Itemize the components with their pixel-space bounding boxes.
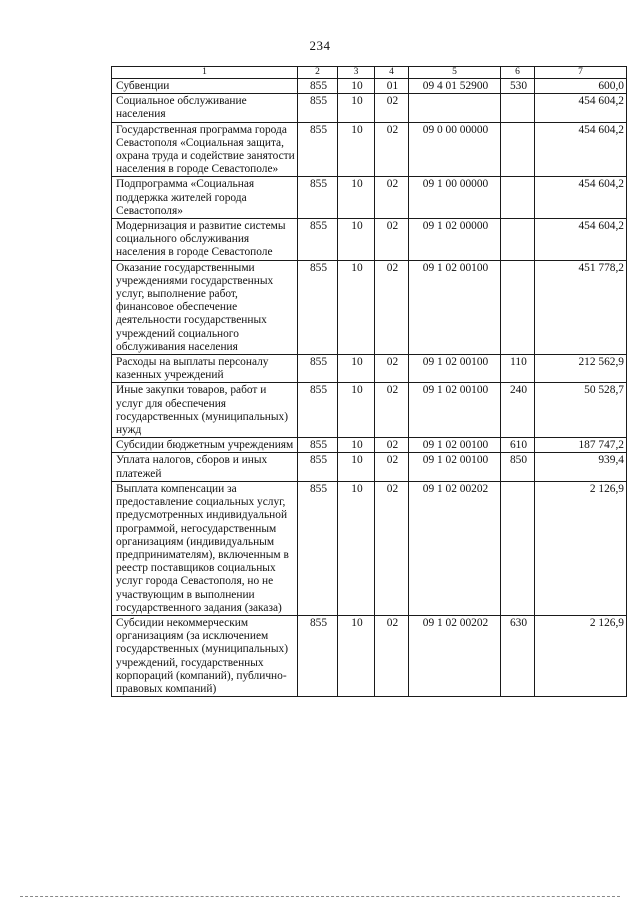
target-article-cell: 09 1 02 00100 [409, 383, 501, 438]
section-code-cell: 10 [338, 453, 375, 481]
expenditure-name-cell: Субсидии бюджетным учреждениям [112, 438, 298, 453]
target-article-cell: 09 1 02 00100 [409, 355, 501, 383]
ministry-code-cell: 855 [298, 438, 338, 453]
expenditure-name-cell: Выплата компенсации за предоставление социальных услуг, предусмотренных индивидуальной программой, негосударственным организациям (индивидуальным предпринимателям), включенным в реестр поставщиков социальных услуг города Севастополя, но не участвующим в выполнении государственного задания (заказа) [112, 481, 298, 615]
expenditure-name-cell: Государственная программа города Севастополя «Социальная защита, охрана труда и содействие занятости населения в городе Севастополе» [112, 122, 298, 177]
expenditure-name-cell: Подпрограмма «Социальная поддержка жителей города Севастополя» [112, 177, 298, 219]
expense-type-cell [501, 94, 535, 122]
table-row [112, 481, 627, 615]
table-row [112, 438, 627, 453]
column-header: 6 [501, 67, 535, 79]
expenditure-name-cell: Субвенции [112, 79, 298, 94]
column-header: 1 [112, 67, 298, 79]
ministry-code-cell: 855 [298, 453, 338, 481]
target-article-cell: 09 1 00 00000 [409, 177, 501, 219]
expenditure-name-cell: Социальное обслуживание населения [112, 94, 298, 122]
target-article-cell [409, 94, 501, 122]
amount-cell: 939,4 [535, 453, 627, 481]
subsection-code-cell: 02 [375, 122, 409, 177]
subsection-code-cell: 02 [375, 383, 409, 438]
amount-cell: 50 528,7 [535, 383, 627, 438]
expense-type-cell [501, 177, 535, 219]
ministry-code-cell: 855 [298, 260, 338, 354]
subsection-code-cell: 02 [375, 355, 409, 383]
section-code-cell: 10 [338, 438, 375, 453]
ministry-code-cell: 855 [298, 94, 338, 122]
target-article-cell: 09 1 02 00202 [409, 615, 501, 696]
target-article-cell: 09 1 02 00100 [409, 453, 501, 481]
amount-cell: 2 126,9 [535, 615, 627, 696]
target-article-cell: 09 4 01 52900 [409, 79, 501, 94]
expense-type-cell [501, 219, 535, 261]
scan-edge-line [20, 896, 620, 897]
expense-type-cell: 110 [501, 355, 535, 383]
amount-cell: 454 604,2 [535, 177, 627, 219]
expenditure-name-cell: Расходы на выплаты персоналу казенных учреждений [112, 355, 298, 383]
subsection-code-cell: 02 [375, 438, 409, 453]
column-header: 4 [375, 67, 409, 79]
column-header: 7 [535, 67, 627, 79]
section-code-cell: 10 [338, 383, 375, 438]
amount-cell: 451 778,2 [535, 260, 627, 354]
page-number: 234 [309, 38, 331, 53]
target-article-cell: 09 1 02 00202 [409, 481, 501, 615]
table-row [112, 219, 627, 261]
target-article-cell: 09 1 02 00100 [409, 438, 501, 453]
expense-type-cell: 610 [501, 438, 535, 453]
ministry-code-cell: 855 [298, 383, 338, 438]
table-row [112, 615, 627, 696]
budget-table [111, 66, 627, 697]
section-code-cell: 10 [338, 94, 375, 122]
table-row [112, 122, 627, 177]
amount-cell: 187 747,2 [535, 438, 627, 453]
expenditure-name-cell: Модернизация и развитие системы социального обслуживания населения в городе Севастополе [112, 219, 298, 261]
amount-cell: 454 604,2 [535, 122, 627, 177]
subsection-code-cell: 02 [375, 453, 409, 481]
expenditure-name-cell: Субсидии некоммерческим организациям (за исключением государственных (муниципальных) учреждений, государственных корпораций (компаний), публично-правовых компаний) [112, 615, 298, 696]
target-article-cell: 09 0 00 00000 [409, 122, 501, 177]
ministry-code-cell: 855 [298, 79, 338, 94]
subsection-code-cell: 01 [375, 79, 409, 94]
section-code-cell: 10 [338, 177, 375, 219]
table-row [112, 453, 627, 481]
expense-type-cell [501, 260, 535, 354]
ministry-code-cell: 855 [298, 219, 338, 261]
ministry-code-cell: 855 [298, 177, 338, 219]
table-row [112, 383, 627, 438]
amount-cell: 600,0 [535, 79, 627, 94]
amount-cell: 454 604,2 [535, 219, 627, 261]
expense-type-cell: 630 [501, 615, 535, 696]
section-code-cell: 10 [338, 219, 375, 261]
subsection-code-cell: 02 [375, 481, 409, 615]
column-header: 3 [338, 67, 375, 79]
budget-table-body [112, 67, 627, 697]
section-code-cell: 10 [338, 615, 375, 696]
expense-type-cell [501, 481, 535, 615]
expense-type-cell [501, 122, 535, 177]
table-row [112, 260, 627, 354]
ministry-code-cell: 855 [298, 122, 338, 177]
subsection-code-cell: 02 [375, 260, 409, 354]
subsection-code-cell: 02 [375, 94, 409, 122]
section-code-cell: 10 [338, 355, 375, 383]
section-code-cell: 10 [338, 122, 375, 177]
ministry-code-cell: 855 [298, 615, 338, 696]
table-header-row [112, 67, 627, 79]
section-code-cell: 10 [338, 260, 375, 354]
ministry-code-cell: 855 [298, 481, 338, 615]
expense-type-cell: 850 [501, 453, 535, 481]
expense-type-cell: 530 [501, 79, 535, 94]
table-row [112, 177, 627, 219]
section-code-cell: 10 [338, 79, 375, 94]
expenditure-name-cell: Оказание государственными учреждениями государственных услуг, выполнение работ, финансовое обеспечение деятельности государственных учреждений социального обслуживания населения [112, 260, 298, 354]
column-header: 2 [298, 67, 338, 79]
subsection-code-cell: 02 [375, 177, 409, 219]
subsection-code-cell: 02 [375, 219, 409, 261]
column-header: 5 [409, 67, 501, 79]
amount-cell: 454 604,2 [535, 94, 627, 122]
amount-cell: 212 562,9 [535, 355, 627, 383]
subsection-code-cell: 02 [375, 615, 409, 696]
expenditure-name-cell: Иные закупки товаров, работ и услуг для обеспечения государственных (муниципальных) нужд [112, 383, 298, 438]
table-row [112, 94, 627, 122]
expense-type-cell: 240 [501, 383, 535, 438]
section-code-cell: 10 [338, 481, 375, 615]
amount-cell: 2 126,9 [535, 481, 627, 615]
expenditure-name-cell: Уплата налогов, сборов и иных платежей [112, 453, 298, 481]
target-article-cell: 09 1 02 00000 [409, 219, 501, 261]
target-article-cell: 09 1 02 00100 [409, 260, 501, 354]
table-row [112, 79, 627, 94]
ministry-code-cell: 855 [298, 355, 338, 383]
table-row [112, 355, 627, 383]
